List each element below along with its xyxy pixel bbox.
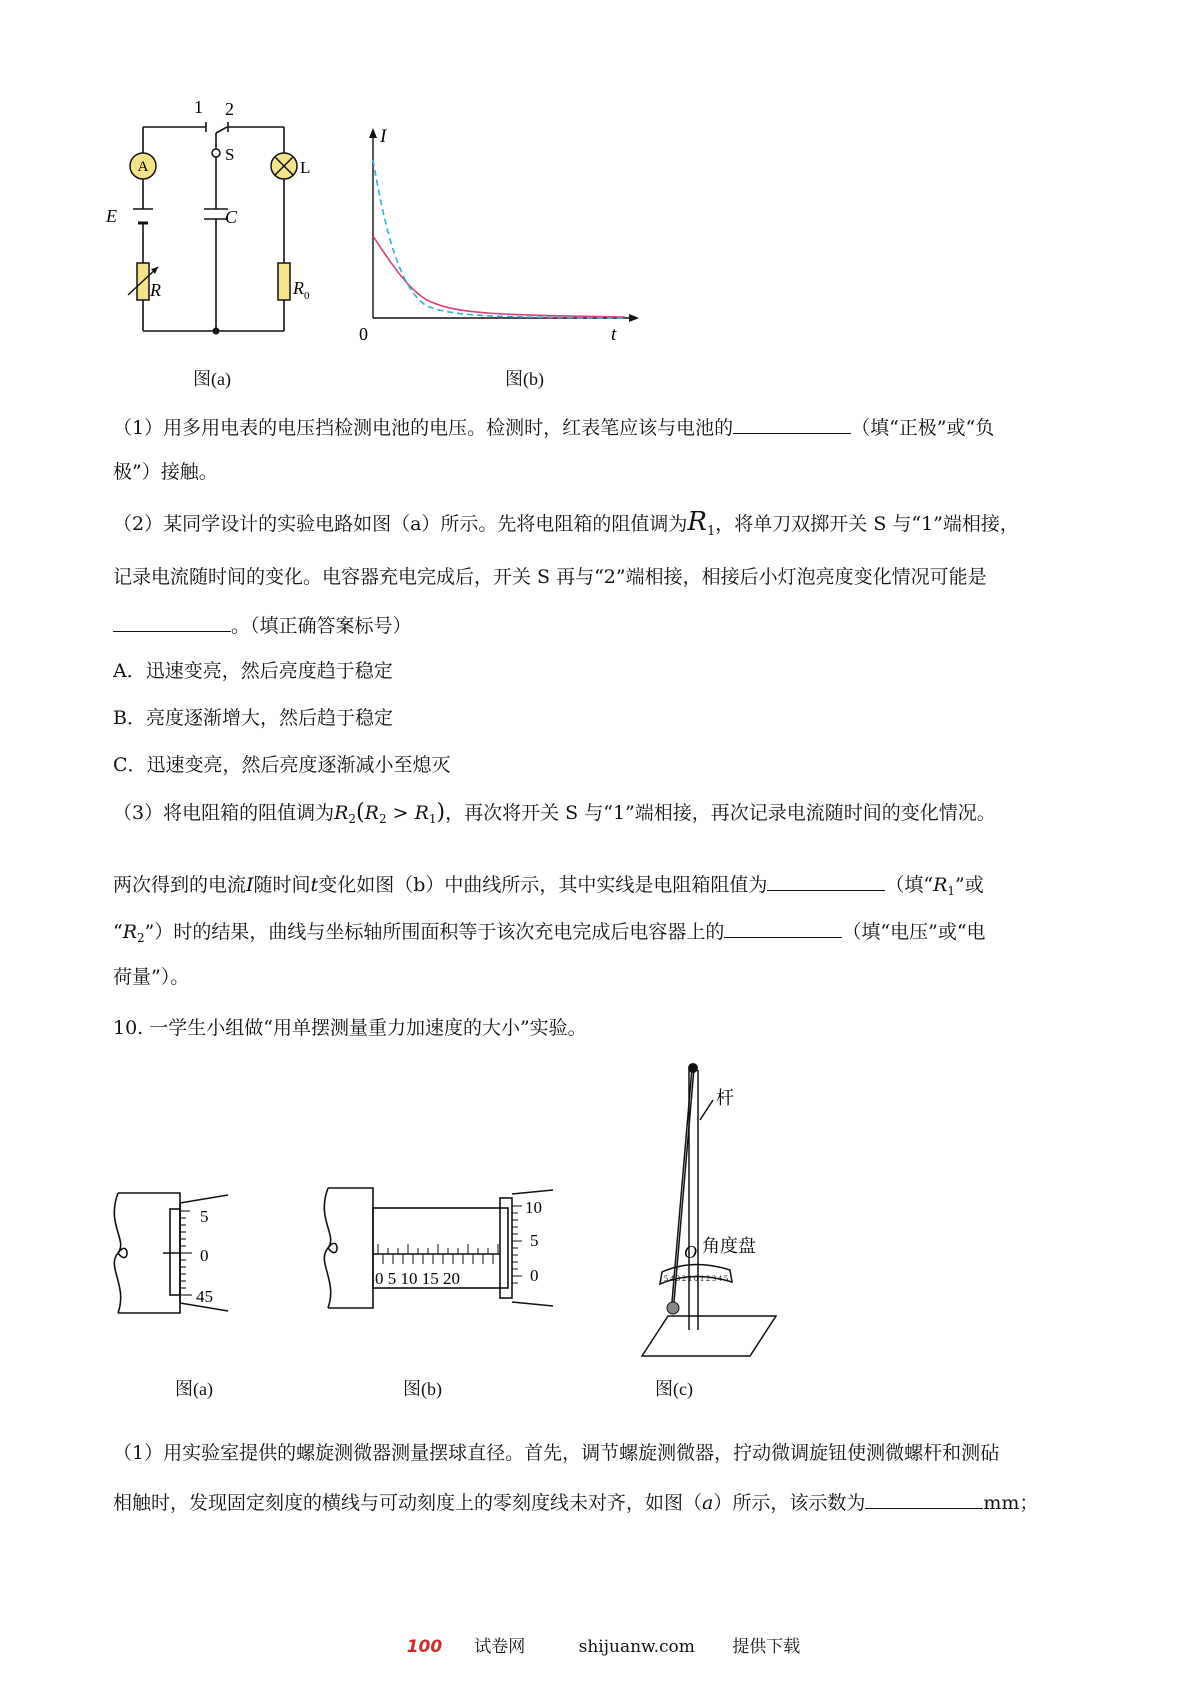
answer-blank[interactable] — [733, 413, 851, 434]
q9-part1-line2: 极”）接触。 — [113, 461, 218, 483]
answer-blank[interactable] — [767, 870, 885, 891]
answer-blank[interactable] — [865, 1488, 983, 1509]
lamp-label: L — [300, 158, 311, 177]
q9-part3-line2: 两次得到的电流I随时间t变化如图（b）中曲线所示，其中实线是电阻箱阻值为 （填“$R_1$”或 — [113, 870, 984, 904]
micrometer-reading-figure — [318, 1180, 558, 1320]
pendulum-bob — [667, 1302, 679, 1314]
resistor-symbol — [278, 263, 290, 300]
current-time-graph — [355, 120, 655, 355]
footer-url[interactable]: shijuanw.com — [578, 1637, 695, 1657]
page-footer — [0, 1632, 1191, 1657]
x-axis-label: t — [611, 324, 617, 345]
origin-label: 0 — [359, 324, 368, 344]
site-logo: 100 — [406, 1637, 443, 1657]
pendulum-stand-figure — [620, 1060, 800, 1360]
junction-dot — [213, 328, 220, 335]
fig-a-tick-45: 45 — [196, 1287, 213, 1306]
answer-blank[interactable] — [724, 917, 842, 938]
resistor-label: $R_0$ — [293, 278, 310, 302]
q9-part2-line3: 。（填正确答案标号） — [113, 611, 412, 639]
fig-b-main-scale: 0 5 10 15 20 — [375, 1269, 460, 1288]
q9-part2-line2: 记录电流随时间的变化。电容器充电完成后，开关 S 再与“2”端相接，相接后小灯泡亮度变化情况可能是 — [113, 566, 987, 588]
fig-b-tick-5: 5 — [530, 1231, 539, 1250]
rheostat-label: R — [150, 280, 161, 300]
switch-pivot — [212, 149, 220, 157]
switch-label: S — [225, 145, 235, 164]
y-axis-label: I — [380, 126, 387, 147]
footer-brand[interactable]: 100 试卷网 — [406, 1637, 526, 1657]
option-b: B．亮度逐渐增大，然后趋于稳定 — [113, 707, 393, 729]
option-a: A．迅速变亮，然后亮度趋于稳定 — [113, 660, 393, 682]
fig-a-caption-q10: 图(a) — [175, 1379, 213, 1399]
capacitor-label: C — [225, 207, 238, 227]
q9-part1-line1: （1）用多用电表的电压挡检测电池的电压。检测时，红表笔应该与电池的 （填“正极”或“负 — [113, 413, 994, 441]
terminal-2-label: 2 — [225, 99, 234, 119]
circuit-diagram — [100, 95, 350, 365]
dashed-curve — [373, 160, 625, 318]
fig-b-caption-q10: 图(b) — [403, 1379, 442, 1399]
rod-label: 杆 — [716, 1088, 734, 1108]
fig-c-caption-q10: 图(c) — [655, 1379, 693, 1399]
micrometer-zero-figure — [108, 1185, 258, 1325]
origin-o-label: O — [684, 1242, 697, 1262]
footer-provide-text: 提供下载 — [732, 1637, 801, 1657]
ammeter-symbol — [130, 153, 156, 179]
q9-part2-line1: （2）某同学设计的实验电路如图（a）所示。先将电阻箱的阻值调为$R_1$，将单刀双掷开关 S 与“1”端相接， — [113, 507, 1019, 539]
fig-a-caption: 图(a) — [193, 369, 231, 389]
battery-label: E — [106, 206, 117, 226]
fig-b-caption: 图(b) — [505, 369, 544, 389]
option-c: C．迅速变亮，然后亮度逐渐减小至熄灭 — [113, 754, 451, 776]
dial-label: 角度盘 — [702, 1236, 756, 1256]
q10-part1-line2: 相触时，发现固定刻度的横线与可动刻度上的零刻度线未对齐，如图（a）所示，该示数为 mm； — [113, 1488, 1038, 1516]
q9-part3-line3: “$R_2$”）时的结果，曲线与坐标轴所围面积等于该次充电完成后电容器上的 （填“电压”或“电 — [113, 917, 986, 951]
q10-title: 10. 一学生小组做“用单摆测量重力加速度的大小”实验。 — [113, 1017, 587, 1039]
q9-part3-line1: （3）将电阻箱的阻值调为$R_2(R_2 > R_1)$，再次将开关 S 与“1”端相接，再次记录电流随时间的变化情况。 — [113, 800, 996, 826]
solid-curve — [373, 236, 625, 317]
answer-blank[interactable] — [113, 611, 231, 632]
fig-a-tick-5: 5 — [200, 1207, 209, 1226]
lamp-symbol — [271, 153, 297, 179]
svg-text:A: A — [137, 159, 149, 175]
fig-b-tick-0: 0 — [530, 1266, 539, 1285]
terminal-1-label: 1 — [194, 97, 203, 117]
dial-scale: 5 4 3 2 1 0 1 2 3 4 5 — [664, 1274, 728, 1283]
pivot-point — [688, 1063, 698, 1073]
fig-a-tick-0: 0 — [200, 1246, 209, 1265]
q10-part1-line1: （1）用实验室提供的螺旋测微器测量摆球直径。首先，调节螺旋测微器，拧动微调旋钮使测微螺杆和测砧 — [113, 1442, 1000, 1464]
q9-part3-line4: 荷量”）。 — [113, 966, 190, 988]
fig-b-tick-10: 10 — [525, 1198, 542, 1217]
